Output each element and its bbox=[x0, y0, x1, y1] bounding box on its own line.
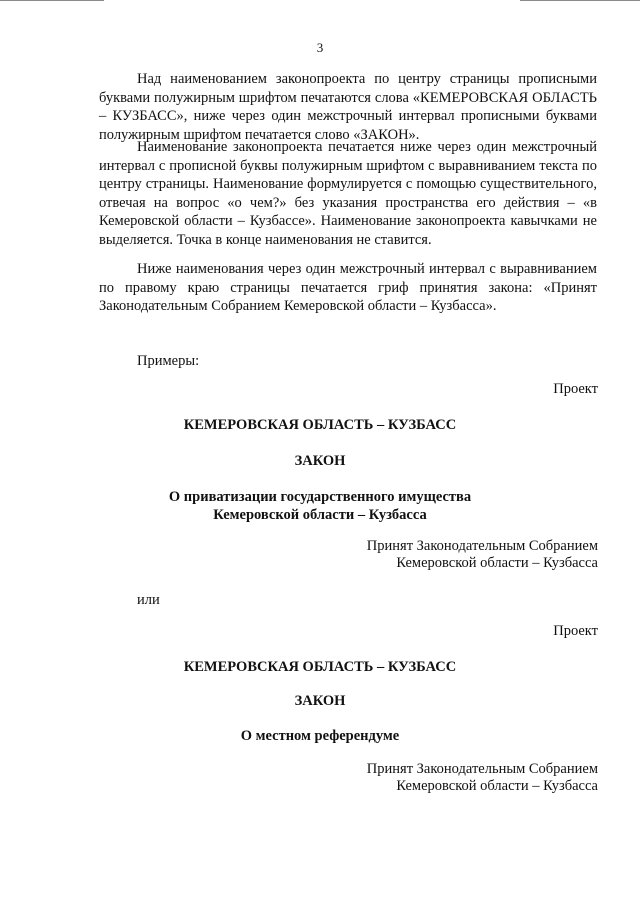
instruction-paragraph-3 bbox=[99, 260, 597, 316]
example-1-law-title-line-2: Кемеровской области – Кузбасса bbox=[213, 507, 427, 523]
example-1-law-heading: ЗАКОН bbox=[294, 453, 346, 469]
scan-top-rule-left bbox=[0, 0, 104, 1]
example-1-draft-label: Проект bbox=[553, 381, 598, 397]
paragraph-text: Ниже наименования через один межстрочный интервал с выравниванием по правому краю страницы печатается гриф принятия закона: «Принят Законодательным Собранием Кемеровской области – Кузбасса». bbox=[99, 261, 597, 315]
paragraph-text: Наименование законопроекта печатается ниже через один межстрочный интервал с прописной буквы полужирным шрифтом с выравниванием текста по центру страницы. Наименование формулируется с помощью существительного, отвечая на вопрос «о чем?» без указания пространства его действия – «в Кемеровской области – Кузбассе». Наименование законопроекта кавычками не выделяется. Точка в конце наименования не ставится. bbox=[99, 139, 597, 248]
page-number: 3 bbox=[316, 40, 324, 55]
paragraph-text: Над наименованием законопроекта по центру страницы прописными буквами полужирным шрифтом печатаются слова «КЕМЕРОВСКАЯ ОБЛАСТЬ – КУЗБАСС», ниже через один межстрочный интервал прописными буквами полужирным шрифтом печатается слово «ЗАКОН». bbox=[99, 71, 597, 143]
scan-top-rule-right bbox=[520, 0, 640, 1]
example-2-law-title-line-1: О местном референдуме bbox=[240, 728, 400, 744]
examples-label: Примеры: bbox=[137, 353, 200, 369]
example-1-region-heading: КЕМЕРОВСКАЯ ОБЛАСТЬ – КУЗБАСС bbox=[183, 417, 457, 433]
example-1-adoption-stamp-line-2: Кемеровской области – Кузбасса bbox=[396, 555, 598, 571]
example-1-adoption-stamp-line-1: Принят Законодательным Собранием bbox=[366, 538, 598, 554]
instruction-paragraph-2 bbox=[99, 138, 597, 250]
or-label: или bbox=[137, 592, 160, 608]
example-2-law-heading: ЗАКОН bbox=[294, 693, 346, 709]
example-2-adoption-stamp-line-2: Кемеровской области – Кузбасса bbox=[396, 778, 598, 794]
example-2-draft-label: Проект bbox=[553, 623, 598, 639]
instruction-paragraph-1 bbox=[99, 70, 597, 144]
example-2-region-heading: КЕМЕРОВСКАЯ ОБЛАСТЬ – КУЗБАСС bbox=[183, 659, 457, 675]
example-2-adoption-stamp-line-1: Принят Законодательным Собранием bbox=[366, 761, 598, 777]
example-1-law-title-line-1: О приватизации государственного имущества bbox=[168, 489, 472, 505]
